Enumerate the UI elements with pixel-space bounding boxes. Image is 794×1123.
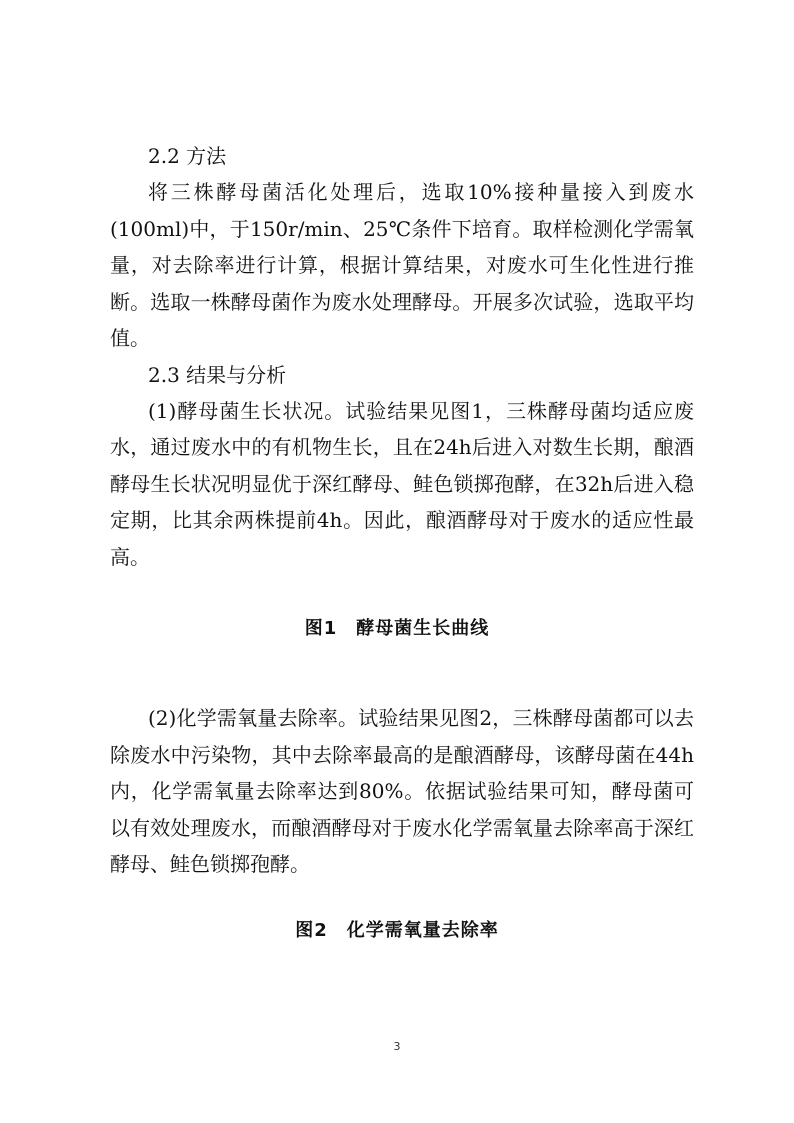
figure-1-caption: 图1 酵母菌生长曲线 — [304, 618, 490, 639]
text-block-upper — [110, 138, 694, 575]
methods-paragraph: 将三株酵母菌活化处理后，选取10%接种量接入到废水(100ml)中，于150r/min、25℃条件下培育。取样检测化学需氧量，对去除率进行计算，根据计算结果，对废水可生化性进行推断。选取一株酵母菌作为废水处理酵母。开展多次试验，选取平均值。 — [110, 180, 694, 350]
text-block-lower — [110, 700, 694, 883]
page-number: 3 — [393, 1040, 401, 1053]
results-paragraph-growth: (1)酵母菌生长状况。试验结果见图1，三株酵母菌均适应废水，通过废水中的有机物生长，且在24h后进入对数生长期，酿酒酵母生长状况明显优于深红酵母、鲑色锁掷孢酵，在32h后进入稳定期，比其余两株提前4h。因此，酿酒酵母对于废水的适应性最高。 — [110, 398, 694, 569]
results-paragraph-cod: (2)化学需氧量去除率。试验结果见图2，三株酵母菌都可以去除废水中污染物，其中去除率最高的是酿酒酵母，该酵母菌在44h内，化学需氧量去除率达到80%。依据试验结果可知，酵母菌可以有效处理废水，而酿酒酵母对于废水化学需氧量去除率高于深红酵母、鲑色锁掷孢酵。 — [110, 706, 694, 876]
section-heading-methods: 2.2 方法 — [148, 144, 227, 168]
section-heading-results: 2.3 结果与分析 — [148, 362, 287, 387]
figure-2-caption: 图2 化学需氧量去除率 — [295, 920, 499, 941]
